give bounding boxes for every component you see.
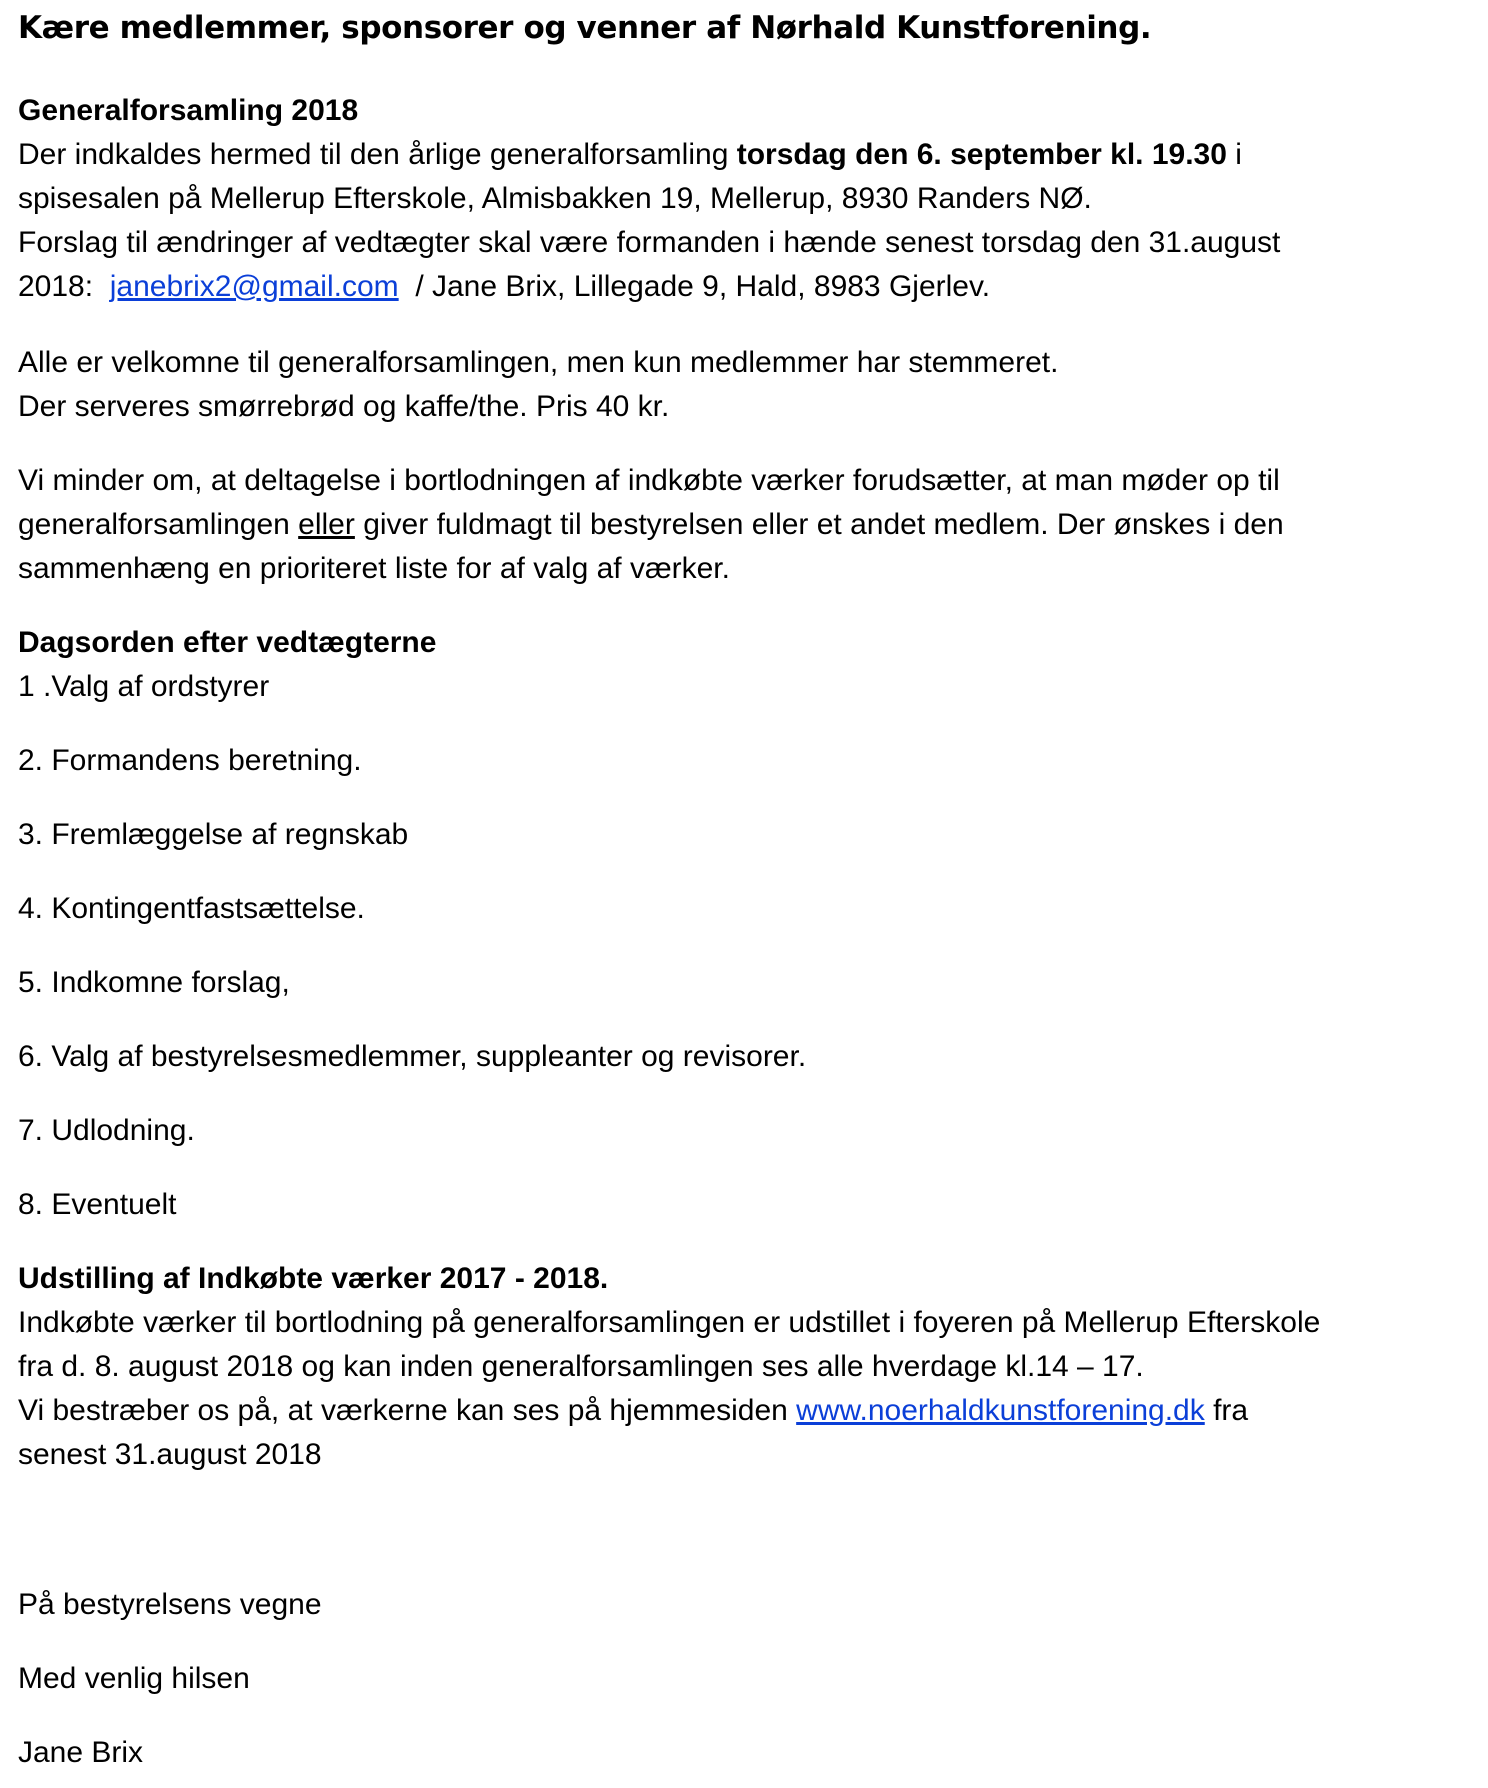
letter-title: Kære medlemmer, sponsorer og venner af Nørhald Kunstforening.	[18, 10, 1152, 46]
text-span: Der indkaldes hermed til den årlige generalforsamling	[18, 138, 737, 171]
generalforsamling-line-4	[18, 269, 990, 305]
bortlodning-line-1: Vi minder om, at deltagelse i bortlodningen af indkøbte værker forudsætter, at man møder op til	[18, 464, 1280, 497]
udstilling-line-1: Indkøbte værker til bortlodning på generalforsamlingen er udstillet i foyeren på Mellerup Efterskole	[18, 1306, 1321, 1339]
udstilling-heading: Udstilling af Indkøbte værker 2017 - 2018.	[18, 1262, 609, 1295]
text-span: generalforsamlingen	[18, 508, 299, 541]
text-span: giver fuldmagt til bestyrelsen eller et andet medlem. Der ønskes i den	[354, 508, 1284, 541]
udstilling-line-4: senest 31.august 2018	[18, 1438, 322, 1471]
meeting-date: torsdag den 6. september kl. 19.30	[736, 138, 1227, 171]
bortlodning-line-2	[18, 507, 1284, 543]
text-span: i	[1226, 138, 1242, 171]
generalforsamling-line-3: Forslag til ændringer af vedtægter skal være formanden i hænde senest torsdag den 31.august	[18, 226, 1281, 259]
velkommen-line-1: Alle er velkomne til generalforsamlingen, men kun medlemmer har stemmeret.	[18, 346, 1059, 379]
dagsorden-heading: Dagsorden efter vedtægterne	[18, 626, 437, 659]
closing-line-2: Med venlig hilsen	[18, 1662, 250, 1695]
text-span: fra	[1204, 1394, 1249, 1427]
agenda-item: 5. Indkomne forslag,	[18, 966, 290, 999]
agenda-item: 7. Udlodning.	[18, 1114, 195, 1147]
text-span: / Jane Brix, Lillegade 9, Hald, 8983 Gjerlev.	[398, 270, 991, 303]
closing-line-1: På bestyrelsens vegne	[18, 1588, 322, 1621]
agenda-item: 8. Eventuelt	[18, 1188, 177, 1221]
generalforsamling-line-2: spisesalen på Mellerup Efterskole, Almisbakken 19, Mellerup, 8930 Randers NØ.	[18, 182, 1092, 215]
text-span: 2018:	[18, 270, 110, 303]
website-link[interactable]: www.noerhaldkunstforening.dk	[796, 1394, 1205, 1427]
underlined-word: eller	[298, 508, 355, 541]
agenda-item: 2. Formandens beretning.	[18, 744, 362, 777]
agenda-item: 4. Kontingentfastsættelse.	[18, 892, 365, 925]
bortlodning-line-3: sammenhæng en prioriteret liste for af valg af værker.	[18, 552, 730, 585]
generalforsamling-line-1	[18, 137, 1242, 173]
agenda-item: 6. Valg af bestyrelsesmedlemmer, suppleanter og revisorer.	[18, 1040, 807, 1073]
agenda-item: 1 .Valg af ordstyrer	[18, 670, 270, 703]
agenda-item: 3. Fremlæggelse af regnskab	[18, 818, 409, 851]
signature-name: Jane Brix	[18, 1736, 144, 1769]
text-span: Vi bestræber os på, at værkerne kan ses på hjemmesiden	[18, 1394, 797, 1427]
email-link[interactable]: janebrix2@gmail.com	[109, 270, 399, 303]
velkommen-line-2: Der serveres smørrebrød og kaffe/the. Pris 40 kr.	[18, 390, 670, 423]
generalforsamling-heading: Generalforsamling 2018	[18, 94, 359, 127]
udstilling-line-3	[18, 1393, 1248, 1429]
udstilling-line-2: fra d. 8. august 2018 og kan inden generalforsamlingen ses alle hverdage kl.14 – 17.	[18, 1350, 1144, 1383]
